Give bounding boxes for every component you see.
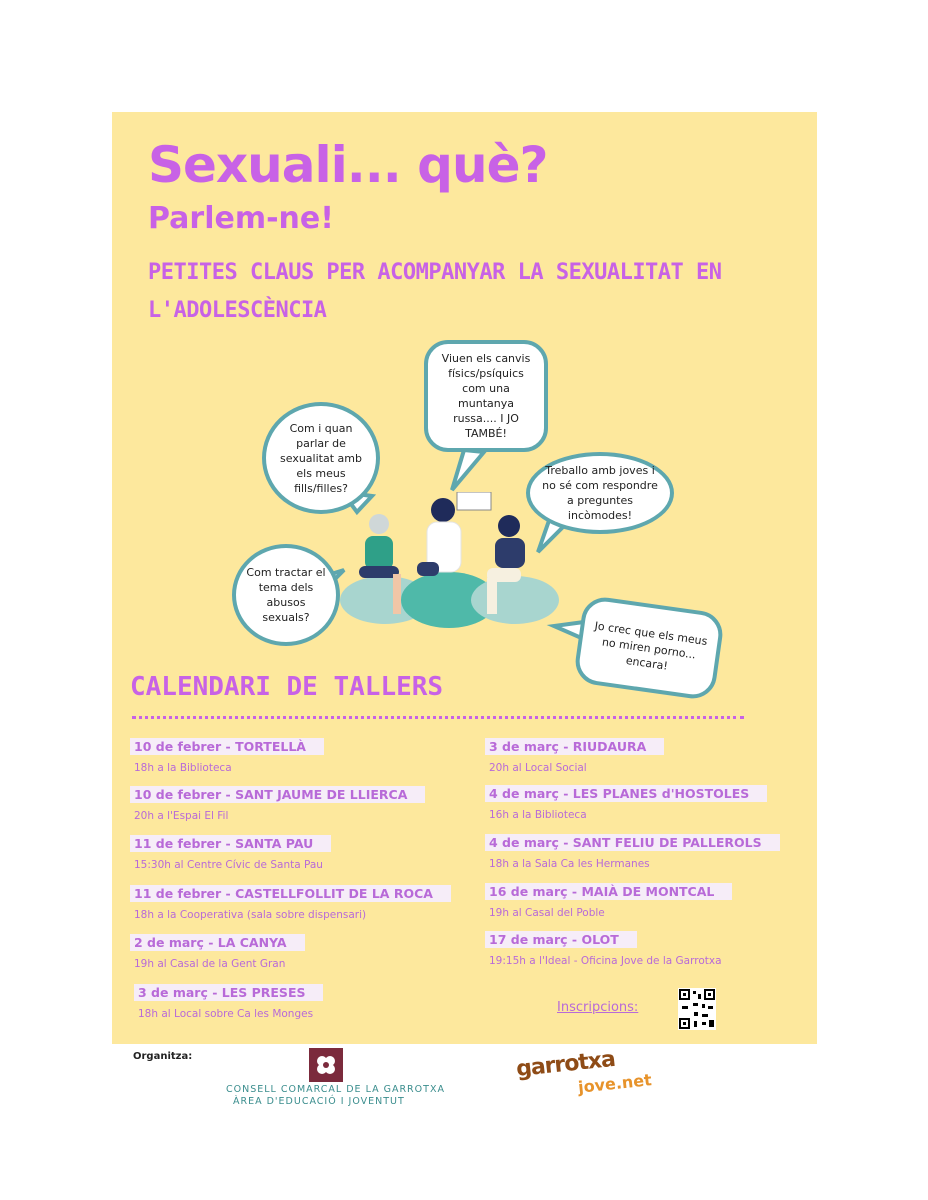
event-sub: 16h a la Biblioteca xyxy=(489,809,587,821)
event-item xyxy=(130,883,451,921)
event-head: 4 de març - SANT FELIU DE PALLEROLS xyxy=(485,834,780,851)
speech-bubble-teachers: Treballo amb joves i no sé com respondre a preguntes incòmodes! xyxy=(526,452,674,534)
consell-logo-icon xyxy=(309,1048,343,1082)
garrotxa-jove-logo-sub: jove.net xyxy=(577,1070,653,1097)
speech-bubble-changes: Viuen els canvis físics/psíquics com una muntanya russa.... I JO TAMBÉ! xyxy=(424,340,548,452)
page-title: Sexuali... què? xyxy=(148,136,548,194)
event-head: 11 de febrer - SANTA PAU xyxy=(130,835,331,852)
calendar-title: CALENDARI DE TALLERS xyxy=(130,672,444,702)
event-sub: 18h a la Biblioteca xyxy=(134,762,232,774)
claim-text: PETITES CLAUS PER ACOMPANYAR LA SEXUALITAT EN L'ADOLESCÈNCIA xyxy=(148,260,722,323)
speech-bubble-abuse: Com tractar el tema dels abusos sexuals? xyxy=(232,544,340,646)
event-item xyxy=(130,736,324,774)
dotted-divider xyxy=(132,716,744,719)
event-sub: 20h a l'Espai El Fil xyxy=(134,810,229,822)
event-head: 17 de març - OLOT xyxy=(485,931,637,948)
event-head: 10 de febrer - TORTELLÀ xyxy=(130,738,324,755)
poster xyxy=(112,112,817,1044)
event-item xyxy=(485,832,780,870)
consell-name: CONSELL COMARCAL DE LA GARROTXA xyxy=(226,1084,445,1095)
garrotxa-jove-logo: garrotxa xyxy=(514,1046,617,1083)
event-item xyxy=(485,783,767,821)
organitza-label: Organitza: xyxy=(133,1051,193,1062)
event-sub: 19h al Casal del Poble xyxy=(489,907,605,919)
event-sub: 19:15h a l'Ideal - Oficina Jove de la Garrotxa xyxy=(489,955,722,967)
inscripcions-link[interactable]: Inscripcions: xyxy=(557,1000,639,1015)
event-item xyxy=(485,736,664,774)
consell-area: ÀREA D'EDUCACIÓ I JOVENTUT xyxy=(233,1096,405,1107)
event-head: 3 de març - LES PRESES xyxy=(134,984,323,1001)
qr-code-icon[interactable] xyxy=(678,988,716,1030)
event-item xyxy=(130,833,331,871)
event-sub: 18h al Local sobre Ca les Monges xyxy=(138,1008,314,1020)
event-head: 11 de febrer - CASTELLFOLLIT DE LA ROCA xyxy=(130,885,451,902)
event-sub: 18h a la Sala Ca les Hermanes xyxy=(489,858,650,870)
page-subtitle: Parlem-ne! xyxy=(148,201,334,236)
event-sub: 20h al Local Social xyxy=(489,762,587,774)
speech-bubble-porn: Jo crec que els meus no miren porno... encara! xyxy=(573,595,726,702)
event-head: 16 de març - MAIÀ DE MONTCAL xyxy=(485,883,732,900)
event-head: 10 de febrer - SANT JAUME DE LLIERCA xyxy=(130,786,425,803)
event-head: 3 de març - RIUDAURA xyxy=(485,738,664,755)
event-item xyxy=(130,932,305,970)
event-item xyxy=(485,881,732,919)
speech-bubble-parents: Com i quan parlar de sexualitat amb els meus fills/filles? xyxy=(262,402,380,514)
event-sub: 19h al Casal de la Gent Gran xyxy=(134,958,286,970)
event-head: 2 de març - LA CANYA xyxy=(130,934,305,951)
event-item xyxy=(130,784,425,822)
event-sub: 15:30h al Centre Cívic de Santa Pau xyxy=(134,859,323,871)
event-sub: 18h a la Cooperativa (sala sobre dispensari) xyxy=(134,909,367,921)
event-item xyxy=(134,982,323,1020)
event-head: 4 de març - LES PLANES d'HOSTOLES xyxy=(485,785,767,802)
event-item xyxy=(485,929,722,967)
